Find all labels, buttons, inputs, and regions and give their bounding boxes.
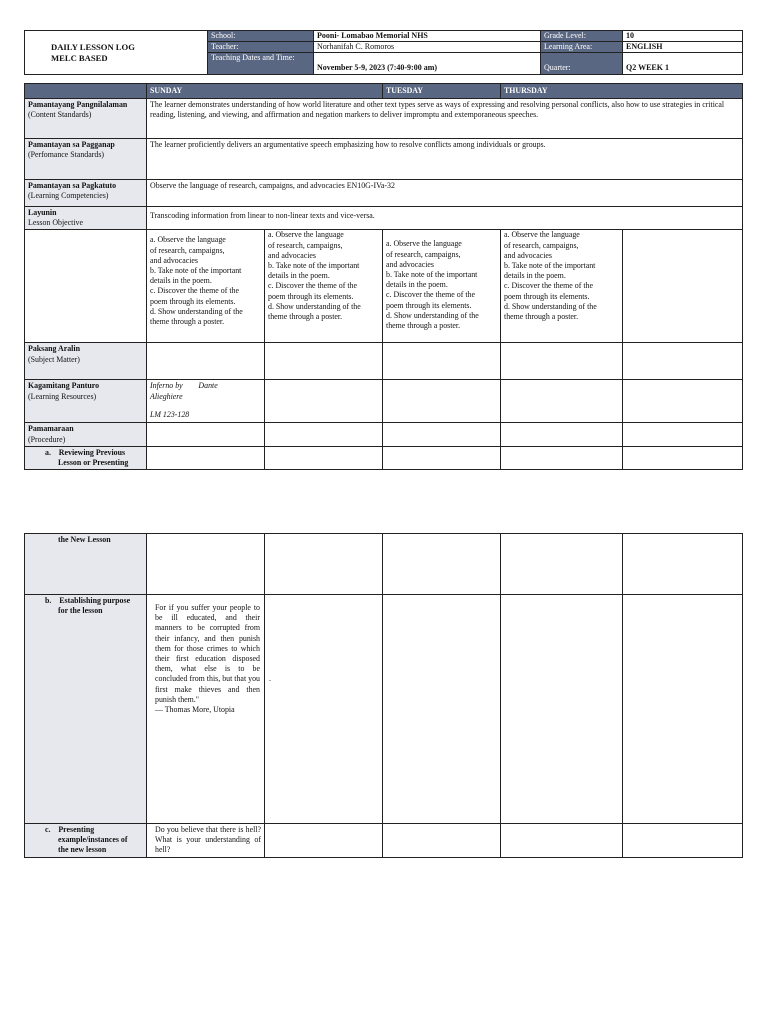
purpose-cell-2: . xyxy=(265,595,383,824)
presenting-cell-3 xyxy=(383,824,501,858)
day-header-empty xyxy=(25,84,147,99)
presenting-label: c. Presenting example/instances of the new lesson xyxy=(25,824,147,858)
performance-standards-label: Pamantayan sa Pagganap (Perfomance Standards) xyxy=(25,139,147,180)
resources-row xyxy=(25,380,743,423)
grade-value: 10 xyxy=(623,31,743,42)
presenting-cell-4 xyxy=(501,824,623,858)
reviewing-cell-1 xyxy=(147,446,265,469)
performance-standards-row xyxy=(25,139,743,180)
day-tuesday-label: TUESDAY xyxy=(386,85,423,95)
day-tuesday xyxy=(383,84,501,99)
subject-matter-cell-5 xyxy=(623,343,743,380)
objective-text: Transcoding information from linear to non-linear texts and vice-versa. xyxy=(147,207,743,230)
area-label: Learning Area: xyxy=(541,42,623,53)
procedure-cell-2 xyxy=(265,423,383,446)
day-thursday: THURSDAY xyxy=(501,84,743,99)
lesson-table-part-2 xyxy=(24,533,743,858)
day-header-row xyxy=(25,84,743,99)
resources-cell-2 xyxy=(265,380,383,423)
teacher-label: Teacher: xyxy=(208,42,314,53)
content-standards-row xyxy=(25,99,743,139)
lesson-table-part-1 xyxy=(24,83,743,470)
performance-standards-text: The learner proficiently delivers an argumentative speech emphasizing how to resolve conflicts among individuals or groups. xyxy=(147,139,743,180)
title-line-1: DAILY LESSON LOG xyxy=(51,41,135,52)
day-sunday: SUNDAY xyxy=(147,84,383,99)
reviewing2-cell-2 xyxy=(265,534,383,595)
teacher-value: Norhanifah C. Romoros xyxy=(314,42,541,53)
presenting-text: Do you believe that there is hell? What is your understanding of hell? xyxy=(147,824,265,858)
presenting-row xyxy=(25,824,743,858)
competencies-row xyxy=(25,180,743,207)
dates-label: Teaching Dates and Time: xyxy=(208,53,314,75)
procedure-cell-5 xyxy=(623,423,743,446)
purpose-cell-4 xyxy=(501,595,623,824)
objectives-tuesday: a. Observe the language of research, campaigns, and advocacies b. Take note of the important details in the poem. c. Discover the theme of the poem through its elements. d. Show understanding of the theme through a poster. xyxy=(383,230,501,343)
competencies-label: Pamantayan sa Pagkatuto (Learning Competencies) xyxy=(25,180,147,207)
procedure-label: Pamamaraan (Procedure) xyxy=(25,423,147,446)
objectives-thursday xyxy=(623,230,743,343)
reviewing2-cell-3 xyxy=(383,534,501,595)
content-standards-label: Pamantayang Pangnilalaman (Content Standards) xyxy=(25,99,147,139)
subject-matter-cell-2 xyxy=(265,343,383,380)
reviewing2-cell-1 xyxy=(147,534,265,595)
area-value: ENGLISH xyxy=(623,42,743,53)
reviewing-cell-2 xyxy=(265,446,383,469)
subject-matter-label: Paksang Aralin (Subject Matter) xyxy=(25,343,147,380)
reviewing-cell-5 xyxy=(623,446,743,469)
purpose-cell-5 xyxy=(623,595,743,824)
reviewing-label-part-2: the New Lesson xyxy=(25,534,147,595)
presenting-cell-2 xyxy=(265,824,383,858)
resources-text: Inferno by Dante Alieghiere LM 123-128 xyxy=(147,380,265,423)
procedure-row xyxy=(25,423,743,446)
procedure-cell-1 xyxy=(147,423,265,446)
purpose-quote: For if you suffer your people to be ill educated, and their manners to be corrupted from their infancy, and then punish them for those crimes to which their first education disposed them, what else is to be concluded from this, but that you first make thieves and then punish them." — Thomas More, Utopia xyxy=(147,595,265,824)
reviewing-cell-4 xyxy=(501,446,623,469)
header-table xyxy=(24,30,743,75)
purpose-label: b. Establishing purpose for the lesson xyxy=(25,595,147,824)
content-standards-text: The learner demonstrates understanding of how world literature and other text types serve as ways of expressing and resolving personal conflicts, also how to use strategies in critical reading, listening, and viewing, and affirmation and negation markers to deliver impromptu and extemporaneous speeches. xyxy=(147,99,743,139)
objectives-monday: a. Observe the language of research, campaigns, and advocacies b. Take note of the important details in the poem. c. Discover the theme of the poem through its elements. d. Show understanding of the theme through a poster. xyxy=(265,230,383,343)
title-line-2: MELC BASED xyxy=(51,52,108,63)
procedure-cell-4 xyxy=(501,423,623,446)
purpose-row xyxy=(25,595,743,824)
grade-label: Grade Level: xyxy=(541,31,623,42)
objectives-sunday: a. Observe the language of research, campaigns, and advocacies b. Take note of the important details in the poem. c. Discover the theme of the poem through its elements. d. Show understanding of the theme through a poster. xyxy=(147,230,265,343)
subject-matter-row xyxy=(25,343,743,380)
subject-matter-cell-1 xyxy=(147,343,265,380)
resources-cell-3 xyxy=(383,380,501,423)
quarter-label: Quarter: xyxy=(541,53,623,75)
reviewing2-cell-5 xyxy=(623,534,743,595)
resources-label: Kagamitang Panturo (Learning Resources) xyxy=(25,380,147,423)
objectives-list-row xyxy=(25,230,743,343)
objective-label: Layunin Lesson Objective xyxy=(25,207,147,230)
dates-value: November 5-9, 2023 (7:40-9:00 am) xyxy=(314,53,541,75)
resources-cell-4 xyxy=(501,380,623,423)
objectives-list-label xyxy=(25,230,147,343)
presenting-cell-5 xyxy=(623,824,743,858)
log-title xyxy=(25,31,208,75)
resources-cell-5 xyxy=(623,380,743,423)
procedure-cell-3 xyxy=(383,423,501,446)
subject-matter-cell-4 xyxy=(501,343,623,380)
subject-matter-cell-3 xyxy=(383,343,501,380)
objective-row xyxy=(25,207,743,230)
school-value: Pooni- Lomabao Memorial NHS xyxy=(314,31,541,42)
reviewing-label-part-1: a. Reviewing Previous Lesson or Presenting xyxy=(25,446,147,469)
quarter-value: Q2 WEEK 1 xyxy=(623,53,743,75)
reviewing-row-part-1 xyxy=(25,446,743,469)
objectives-wednesday: a. Observe the language of research, campaigns, and advocacies b. Take note of the important details in the poem. c. Discover the theme of the poem through its elements. d. Show understanding of the theme through a poster. xyxy=(501,230,623,343)
purpose-cell-3 xyxy=(383,595,501,824)
school-label: School: xyxy=(208,31,314,42)
reviewing-row-part-2 xyxy=(25,534,743,595)
reviewing-cell-3 xyxy=(383,446,501,469)
reviewing2-cell-4 xyxy=(501,534,623,595)
competencies-text: Observe the language of research, campaigns, and advocacies EN10G-IVa-32 xyxy=(147,180,743,207)
